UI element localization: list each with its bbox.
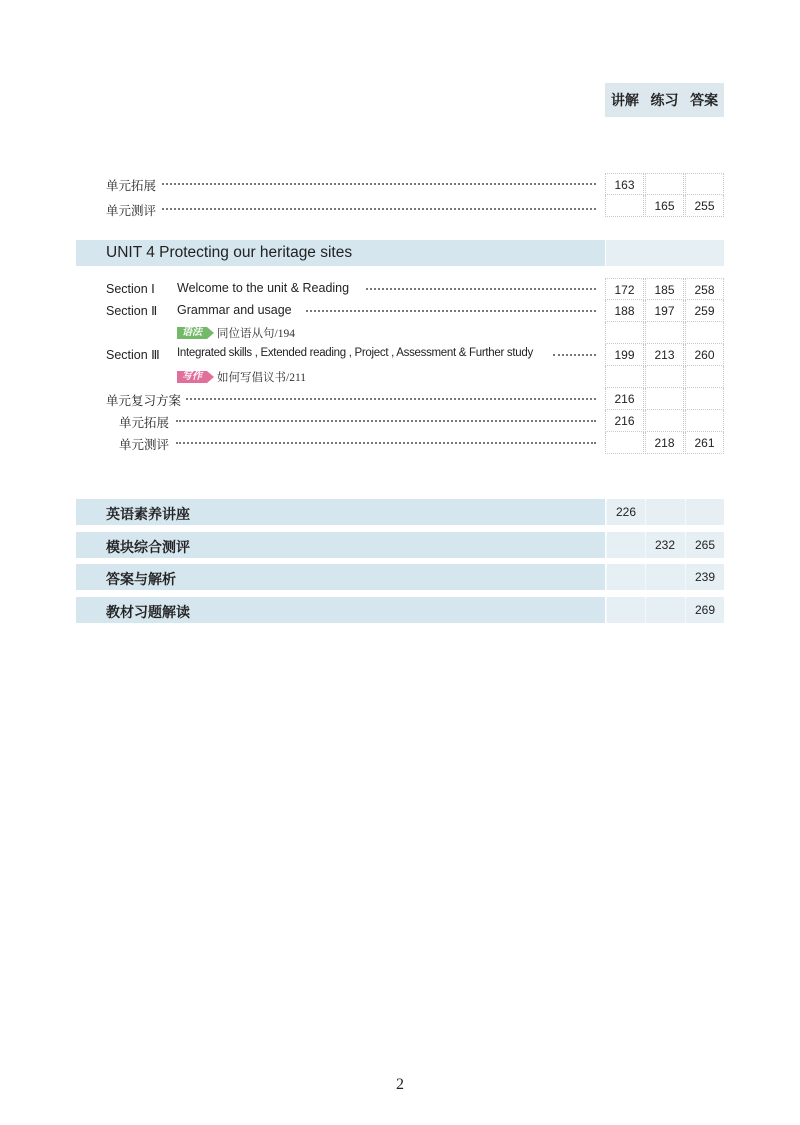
page-cell[interactable]: 255 bbox=[685, 195, 724, 217]
page-cell[interactable] bbox=[645, 410, 684, 432]
page-cell[interactable] bbox=[685, 388, 724, 410]
bar-label-answers[interactable]: 答案与解析 bbox=[106, 571, 176, 587]
column-header-explain: 讲解 bbox=[610, 92, 639, 108]
writing-tag: 写作 bbox=[177, 371, 207, 383]
leader-dots bbox=[553, 354, 596, 356]
page-cell[interactable]: 163 bbox=[605, 173, 644, 195]
bar-label-module-test[interactable]: 模块综合测评 bbox=[106, 539, 190, 555]
page-cell[interactable]: 165 bbox=[645, 195, 684, 217]
page-cell[interactable] bbox=[606, 597, 645, 623]
page-cell[interactable]: 188 bbox=[605, 300, 644, 322]
page-cell bbox=[685, 322, 724, 344]
page-cell[interactable]: 216 bbox=[605, 410, 644, 432]
page-cell[interactable] bbox=[685, 173, 724, 195]
column-header-answer: 答案 bbox=[690, 92, 719, 108]
page-cell[interactable]: 260 bbox=[685, 344, 724, 366]
bar-label-textbook-exercises[interactable]: 教材习题解读 bbox=[106, 604, 190, 620]
page-cell[interactable]: 226 bbox=[606, 499, 645, 525]
section-label: Section Ⅰ bbox=[106, 282, 155, 296]
page-cell[interactable]: 197 bbox=[645, 300, 684, 322]
writing-note[interactable] bbox=[177, 369, 306, 385]
section-label: Section Ⅲ bbox=[106, 348, 160, 362]
page-cell[interactable]: 261 bbox=[685, 432, 724, 454]
page-cell bbox=[685, 366, 724, 388]
page-cell[interactable] bbox=[645, 597, 684, 623]
page-cell bbox=[645, 322, 684, 344]
page-cell[interactable]: 239 bbox=[685, 564, 724, 590]
leader-dots bbox=[306, 310, 596, 312]
page-cell[interactable]: 258 bbox=[685, 278, 724, 300]
toc-label-unit-extension[interactable]: 单元拓展 bbox=[106, 179, 157, 193]
toc-label-unit-extension[interactable]: 单元拓展 bbox=[119, 416, 170, 430]
page-cell[interactable]: 265 bbox=[685, 532, 724, 558]
leader-dots bbox=[176, 442, 596, 444]
page-cell[interactable] bbox=[606, 532, 645, 558]
page-cell[interactable] bbox=[606, 564, 645, 590]
leader-dots bbox=[186, 398, 596, 400]
page-cell[interactable]: 185 bbox=[645, 278, 684, 300]
page-cell[interactable]: 213 bbox=[645, 344, 684, 366]
column-header-practice: 练习 bbox=[650, 92, 679, 108]
page-cell[interactable]: 232 bbox=[645, 532, 684, 558]
page-cell[interactable] bbox=[645, 564, 684, 590]
leader-dots bbox=[162, 183, 596, 185]
writing-note-text: 如何写倡议书/211 bbox=[217, 372, 307, 384]
page-cell bbox=[645, 366, 684, 388]
page-cell bbox=[605, 322, 644, 344]
grammar-note-text: 同位语从句/194 bbox=[217, 328, 295, 340]
page-cell[interactable] bbox=[685, 410, 724, 432]
toc-label-unit-assessment[interactable]: 单元测评 bbox=[106, 204, 157, 218]
unit-band-right bbox=[606, 240, 724, 266]
leader-dots bbox=[366, 288, 596, 290]
section-title[interactable]: Integrated skills , Extended reading , Project , Assessment & Further study bbox=[177, 347, 533, 359]
page-cell[interactable] bbox=[605, 432, 644, 454]
page-cell[interactable]: 172 bbox=[605, 278, 644, 300]
unit-title[interactable]: UNIT 4 Protecting our heritage sites bbox=[106, 244, 353, 261]
page-cell[interactable]: 269 bbox=[685, 597, 724, 623]
page-cell[interactable] bbox=[685, 499, 724, 525]
grammar-tag: 语法 bbox=[177, 327, 207, 339]
page-cell[interactable]: 218 bbox=[645, 432, 684, 454]
bar-label-literacy-lecture[interactable]: 英语素养讲座 bbox=[106, 506, 190, 522]
page-cell[interactable]: 216 bbox=[605, 388, 644, 410]
leader-dots bbox=[176, 420, 596, 422]
page-number: 2 bbox=[396, 1076, 404, 1093]
column-header bbox=[605, 83, 724, 117]
toc-label-unit-assessment[interactable]: 单元测评 bbox=[119, 438, 170, 452]
page-cell[interactable] bbox=[645, 173, 684, 195]
toc-label-review-plan[interactable]: 单元复习方案 bbox=[106, 394, 182, 408]
page-cell bbox=[605, 366, 644, 388]
page-cell[interactable] bbox=[645, 499, 684, 525]
page-cell[interactable]: 199 bbox=[605, 344, 644, 366]
section-label: Section Ⅱ bbox=[106, 304, 158, 318]
page-cell[interactable] bbox=[645, 388, 684, 410]
page-cell[interactable] bbox=[605, 195, 644, 217]
section-title[interactable]: Welcome to the unit & Reading bbox=[177, 281, 350, 295]
section-title[interactable]: Grammar and usage bbox=[177, 303, 292, 317]
page-cell[interactable]: 259 bbox=[685, 300, 724, 322]
leader-dots bbox=[162, 208, 596, 210]
grammar-note[interactable] bbox=[177, 325, 295, 341]
